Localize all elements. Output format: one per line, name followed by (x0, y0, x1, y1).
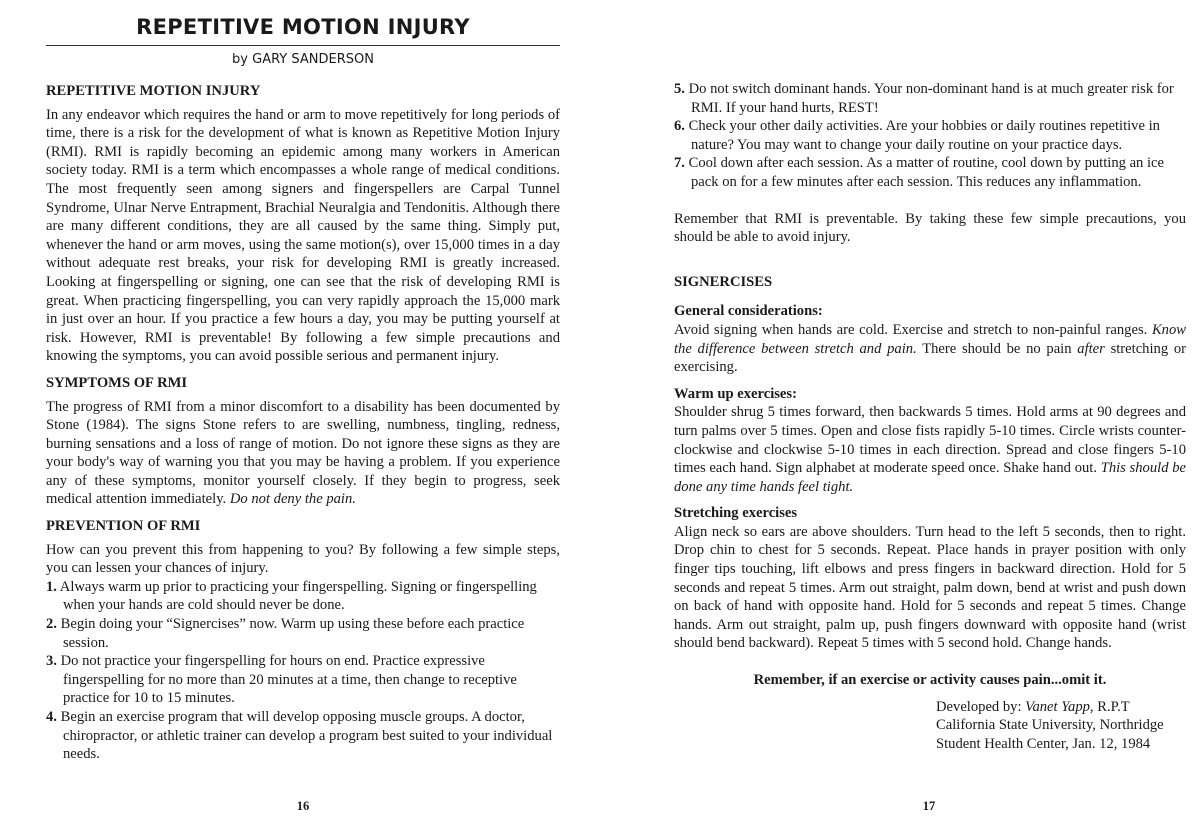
stretching-heading: Stretching exercises (674, 505, 798, 522)
list-item: 3. Do not practice your fingerspelling for hours on end. Practice expressive fingerspelling for no more than 20 minutes at a time, then change to receptive practice for 10 to 15 minutes. (46, 653, 517, 707)
section-body-symptoms (46, 398, 560, 510)
section-body-prevention: How can you prevent this from happening to you? By following a few simple steps, you can lessen your chances of injury. (46, 541, 560, 577)
byline: by GARY SANDERSON (232, 52, 374, 67)
credit-line-developer: Developed by: Vanet Yapp, R.P.T (936, 698, 1130, 715)
article-title: REPETITIVE MOTION INJURY (136, 15, 470, 39)
list-item: 7. Cool down after each session. As a matter of routine, cool down by putting an ice pack on for a few minutes after each session. This reduces any inflammation. (674, 155, 1165, 190)
left-page-content (46, 82, 560, 764)
general-considerations-heading: General considerations: (674, 303, 823, 320)
right-page-content (674, 80, 1186, 753)
general-considerations-body: Avoid signing when hands are cold. Exercise and stretch to non-painful ranges. Know the difference between stretch and pain. There should be no pain after stretching or exercising. (674, 321, 1187, 376)
warm-up-body: Shoulder shrug 5 times forward, then backwards 5 times. Hold arms at 90 degrees and turn palms over 5 times. Open and close fists rapidly 5-10 times. Circle wrists counter-clockwise and clockwise 5-10 times in each direction. Spread and close fingers 5-10 times each hand. Sign alphabet at moderate speed once. Shake hand out. This should be done any time hands feel tight. (674, 404, 1186, 495)
section-heading-signercises: SIGNERCISES (674, 273, 773, 290)
section-body-rmi: In any endeavor which requires the hand or arm to move repetitively for long periods of time, there is a risk for the development of what is known as Repetitive Motion Injury (RMI). RMI is rapidly becoming an epidemic among many workers in American society today. RMI is a term which encompasses a whole range of medical conditions. The most frequently seen among signers and fingerspellers are Carpal Tunnel Syndrome, Ulnar Nerve Entrapment, Brachial Neuralgia and Tendonitis. Although there are many different conditions, they are all caused by the same thing. Simply put, whenever the hand or arm moves, using the same motion(s), over 15,000 times in a day without adequate rest breaks, your risk for developing RMI is greatly increased. Looking at fingerspelling or signing, one can see that the risk of developing RMI is great. When practicing fingerspelling, you can very rapidly approach the 15,000 mark in just over an hour. If you practice a few hours a day, you may be putting yourself at risk. However, RMI is preventable! By following a few simple precautions and knowing the symptoms, you can avoid possible serious and permanent injury. (46, 106, 560, 365)
symptoms-italic-note: Do not deny the pain. (229, 491, 356, 508)
right-page (674, 0, 1186, 821)
title-divider (46, 45, 560, 46)
left-page (46, 0, 560, 821)
credit-institution: California State University, Northridge (936, 717, 1164, 734)
omit-pain-note: Remember, if an exercise or activity causes pain...omit it. (753, 672, 1107, 689)
section-heading-rmi: REPETITIVE MOTION INJURY (46, 83, 261, 99)
page-number-right: 17 (922, 799, 936, 813)
section-heading-symptoms: SYMPTOMS OF RMI (46, 374, 188, 391)
list-item: 1. Always warm up prior to practicing your fingerspelling. Signing or fingerspelling when your hands are cold should never be done. (46, 578, 537, 614)
prevention-list-left (46, 578, 560, 764)
reminder-paragraph: Remember that RMI is preventable. By taking these few simple precautions, you should be able to avoid injury. (674, 210, 1186, 246)
prevention-list-right (674, 80, 1186, 192)
developer-name: Vanet Yapp (1025, 698, 1090, 715)
symptoms-text: The progress of RMI from a minor discomfort to a disability has been documented by Stone (1984). The signs Stone refers to are swelling, numbness, tingling, redness, burning sensations and a loss of range of motion. Do not ignore these signs as they are your body's way of warning you that you may be having a problem. If you experience any of these symptoms, monitor yourself closely. If they begin to progress, seek medical attention immediately. (46, 398, 560, 508)
page-number-left: 16 (296, 799, 310, 813)
section-heading-prevention: PREVENTION OF RMI (46, 518, 201, 535)
list-item: 2. Begin doing your “Signercises” now. Warm up using these before each practice session. (46, 616, 525, 651)
warm-up-heading: Warm up exercises: (674, 385, 797, 402)
credit-block (936, 698, 1186, 754)
list-item: 6. Check your other daily activities. Are your hobbies or daily routines repetitive in nature? You may want to change your daily routine on your practice days. (674, 118, 1160, 153)
stretching-body: Align neck so ears are above shoulders. Turn head to the left 5 seconds, then to right. Drop chin to chest for 5 seconds. Repeat. Place hands in prayer position with only finger tips touching, lift elbows and press fingers in backward direction. Hold for 5 seconds and repeat 5 times. Arm out straight, palm down, bend at wrist and push down on back of hand with opposite hand. Hold for 5 seconds and repeat 5 times. Change hands. Arm out straight, palm up, push fingers downward with opposite hand (wrist should bend backward). Repeat 5 times with 5 second hold. Change hands. (674, 523, 1186, 652)
list-item: 4. Begin an exercise program that will develop opposing muscle groups. A doctor, chiropractor, or athletic trainer can develop a program best suited to your individual needs. (46, 709, 553, 763)
list-item: 5. Do not switch dominant hands. Your non-dominant hand is at much greater risk for RMI. If your hand hurts, REST! (674, 81, 1174, 116)
credit-center-date: Student Health Center, Jan. 12, 1984 (936, 735, 1151, 752)
